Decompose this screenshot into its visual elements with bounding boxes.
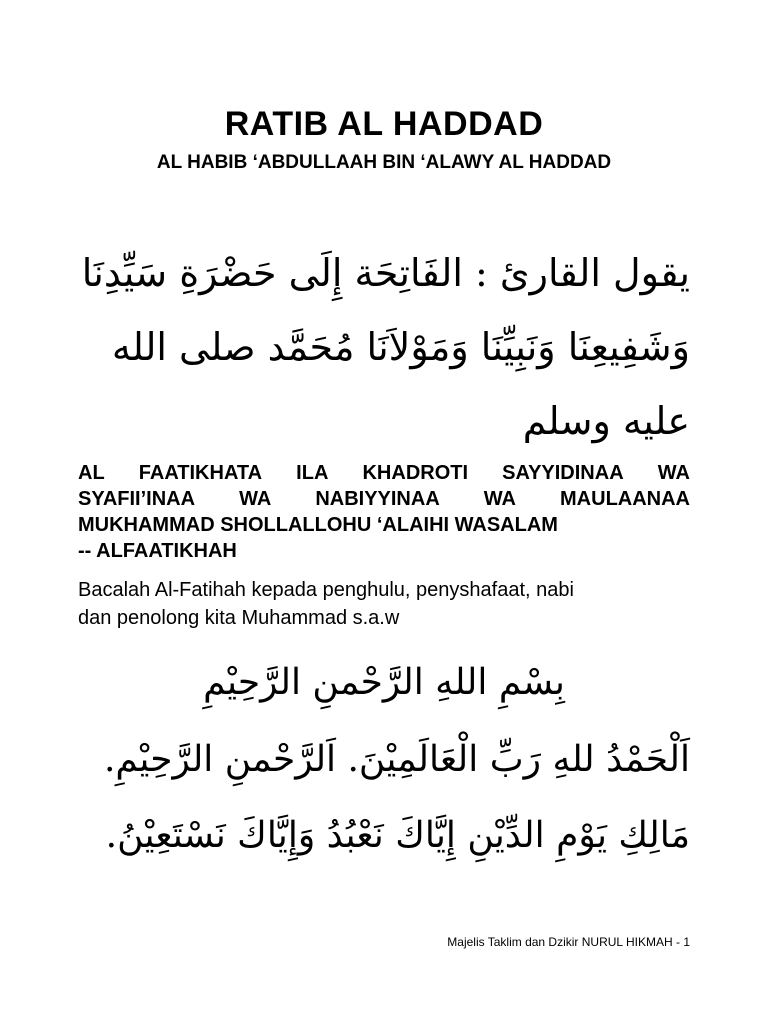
transliteration-word: WA — [657, 462, 690, 484]
transliteration-line — [78, 486, 690, 512]
transliteration-word: SAYYIDINAA — [502, 462, 624, 484]
fatiha-verse-line: مَالِكِ يَوْمِ الدِّيْنِ إِيَّاكَ نَعْبُدُ وَإِيَّاكَ نَسْتَعِيْنُ. — [105, 815, 690, 856]
transliteration-line: MUKHAMMAD SHOLLALLOHU ‘ALAIHI WASALAM — [78, 514, 558, 536]
transliteration-block — [78, 460, 690, 564]
page-title: RATIB AL HADDAD — [224, 105, 544, 143]
transliteration-word: KHADROTI — [362, 462, 469, 484]
transliteration-word: WA — [483, 488, 516, 510]
page-footer: Majelis Taklim dan Dzikir NURUL HIKMAH - 1 — [447, 935, 690, 949]
intro-arabic-line: عليه وسلم — [522, 399, 690, 443]
translation-line: Bacalah Al-Fatihah kepada penghulu, penyshafaat, nabi — [78, 579, 574, 601]
intro-arabic-line: يقول القارئ : الفَاتِحَة إِلَى حَضْرَةِ سَيِّدِنَا — [81, 251, 690, 295]
basmala-text: بِسْمِ اللهِ الرَّحْمنِ الرَّحِيْمِ — [203, 662, 565, 703]
transliteration-line — [78, 460, 690, 486]
page-subtitle: AL HABIB ‘ABDULLAAH BIN ‘ALAWY AL HADDAD — [156, 152, 612, 173]
transliteration-word: AL — [78, 462, 105, 484]
transliteration-word: SYAFII’INAA — [78, 488, 196, 510]
transliteration-word: WA — [239, 488, 272, 510]
intro-arabic-text — [78, 236, 690, 458]
transliteration-line: -- ALFAATIKHAH — [78, 540, 237, 562]
fatiha-verses — [78, 722, 690, 874]
fatiha-verse-line: اَلْحَمْدُ للهِ رَبِّ الْعَالَمِيْنَ. اَلرَّحْمنِ الرَّحِيْمِ. — [103, 739, 690, 780]
translation-line: dan penolong kita Muhammad s.a.w — [78, 607, 400, 629]
transliteration-word: ILA — [296, 462, 329, 484]
transliteration-word: FAATIKHATA — [138, 462, 263, 484]
intro-arabic-line: وَشَفِيعِنَا وَنَبِيِّنَا وَمَوْلاَنَا مُحَمَّد صلى الله — [111, 325, 690, 369]
transliteration-word: MAULAANAA — [560, 488, 690, 510]
transliteration-word: NABIYYINAA — [315, 488, 440, 510]
translation-block — [78, 576, 690, 632]
